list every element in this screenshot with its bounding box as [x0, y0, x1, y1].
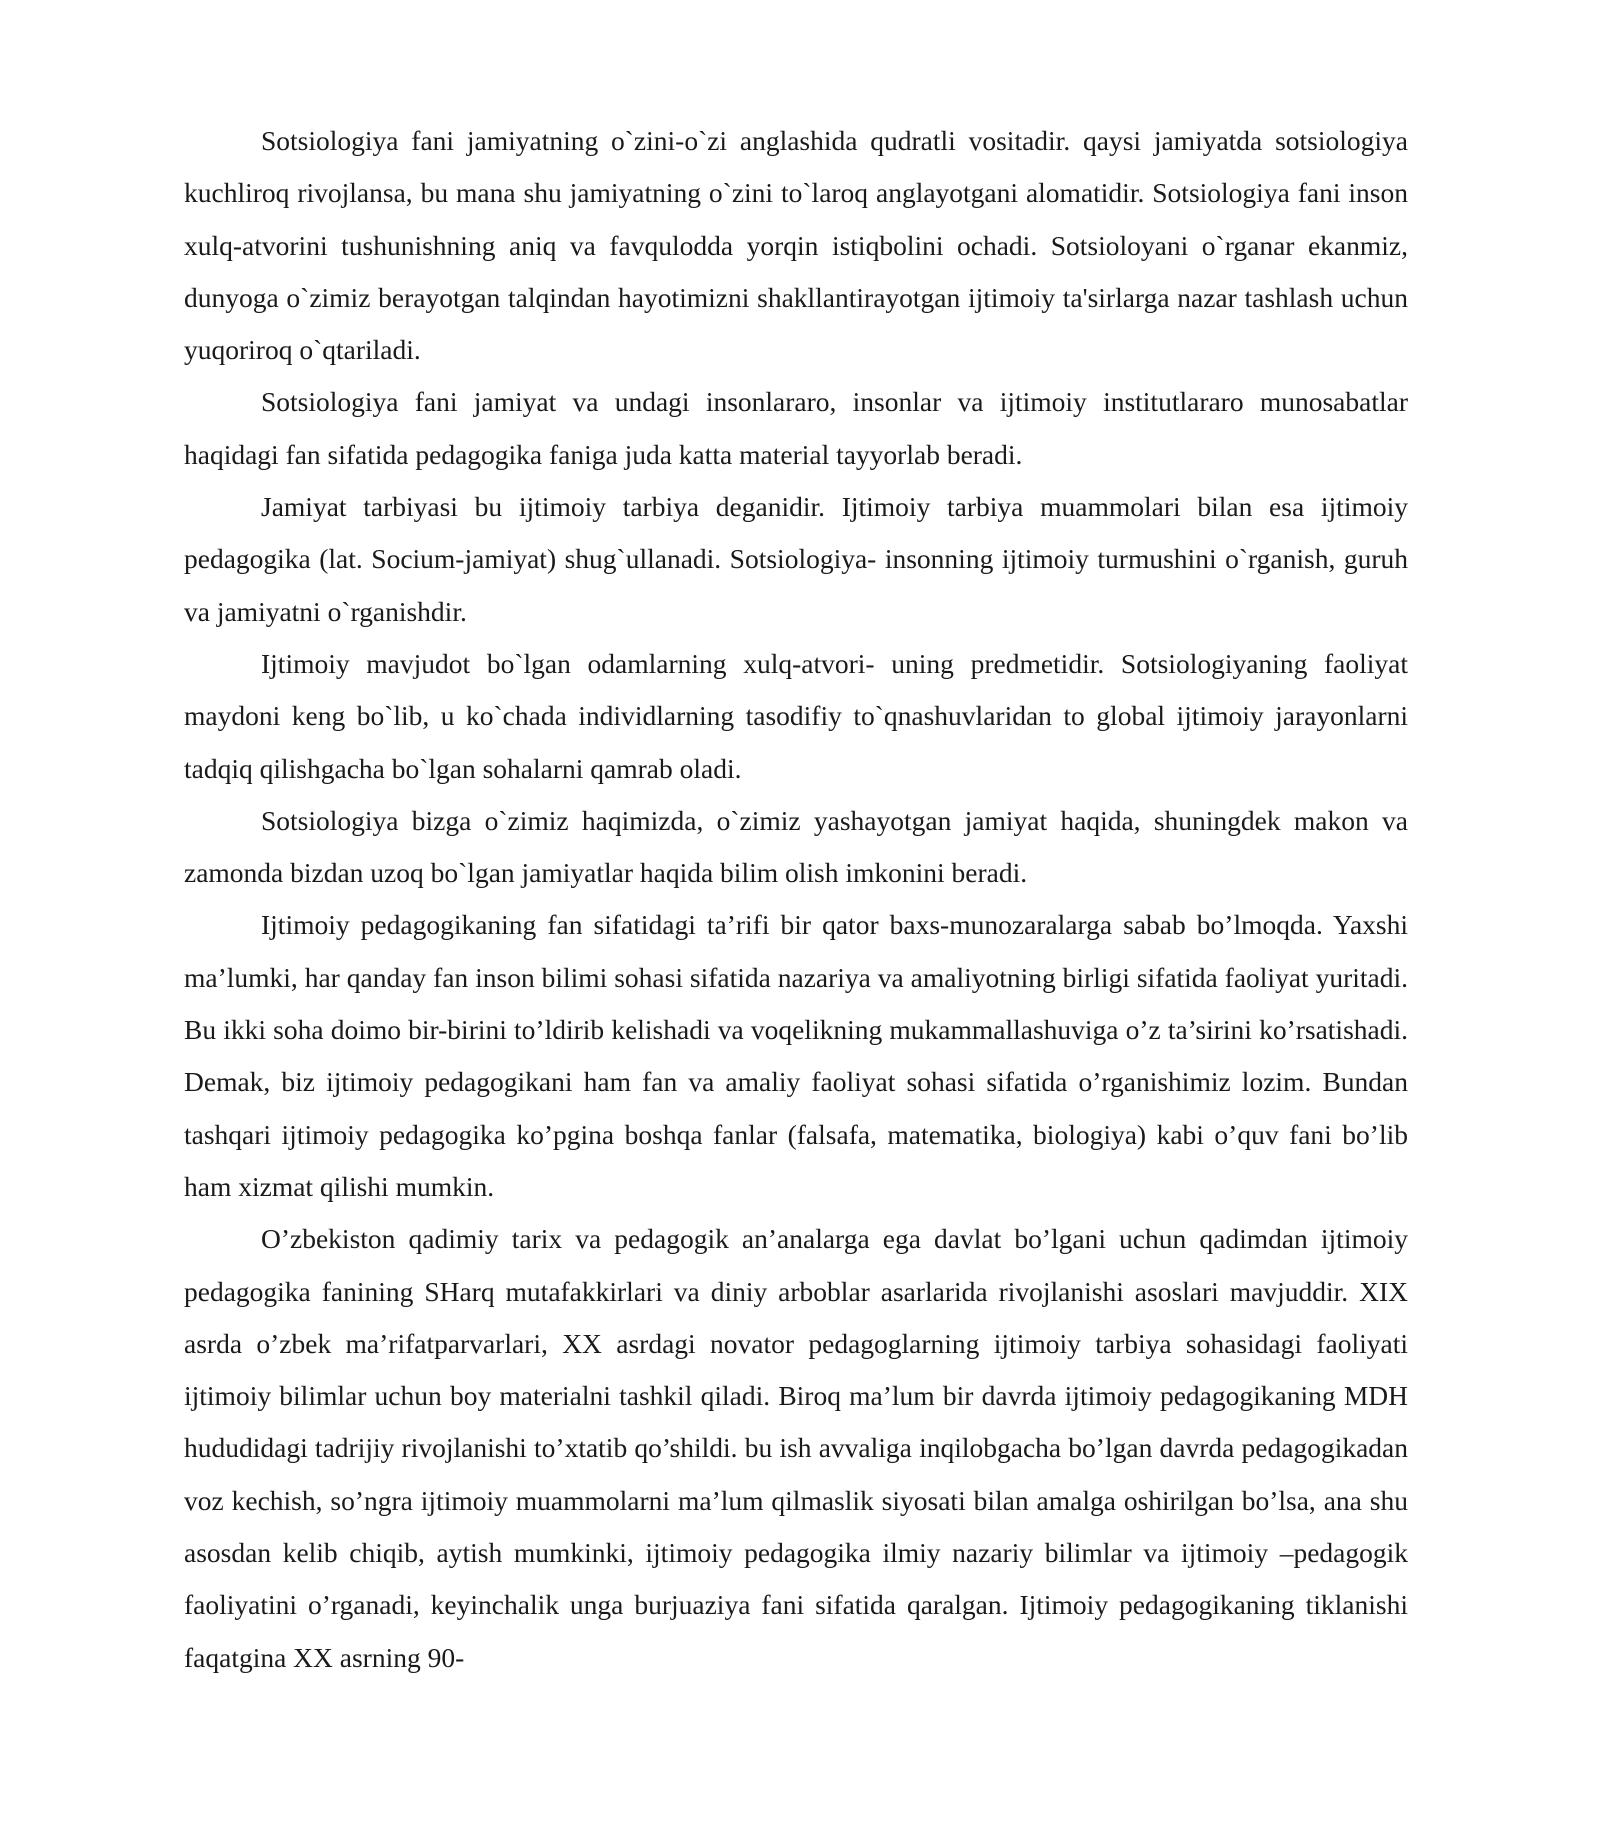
- paragraph-4: Ijtimoiy mavjudot bo`lgan odamlarning xulq-atvori- uning predmetidir. Sotsiologiyaning faoliyat maydoni keng bo`lib, u ko`chada individlarning tasodifiy to`qnashuvlaridan to global ijtimoiy jarayonlarni tadqiq qilishgacha bo`lgan sohalarni qamrab oladi.: [184, 647, 1408, 784]
- document-body: [184, 115, 1408, 1684]
- paragraph-7: O’zbekiston qadimiy tarix va pedagogik an’analarga ega davlat bo’lgani uchun qadimdan ijtimoiy pedagogika fanining SHarq mutafakkirlari va diniy arboblar asarlarida rivojlanishi asoslari mavjuddir. XIX asrda o’zbek ma’rifatparvarlari, XX asrdagi novator pedagoglarning ijtimoiy tarbiya sohasidagi faoliyati ijtimoiy bilimlar uchun boy materialni tashkil qiladi. Biroq ma’lum bir davrda ijtimoiy pedagogikaning MDH hududidagi tadrijiy rivojlanishi to’xtatib qo’shildi. bu ish avvaliga inqilobgacha bo’lgan davrda pedagogikadan voz kechish, so’ngra ijtimoiy muammolarni ma’lum qilmaslik siyosati bilan amalga oshirilgan bo’lsa, ana shu asosdan kelib chiqib, aytish mumkinki, ijtimoiy pedagogika ilmiy nazariy bilimlar va ijtimoiy –pedagogik faoliyatini o’rganadi, keyinchalik unga burjuaziya fani sifatida qaralgan. Ijtimoiy pedagogikaning tiklanishi faqatgina XX asrning 90-: [184, 1223, 1408, 1673]
- paragraph-5: Sotsiologiya bizga o`zimiz haqimizda, o`zimiz yashayotgan jamiyat haqida, shuningdek makon va zamonda bizdan uzoq bo`lgan jamiyatlar haqida bilim olish imkonini beradi.: [184, 804, 1408, 889]
- paragraph-3: Jamiyat tarbiyasi bu ijtimoiy tarbiya deganidir. Ijtimoiy tarbiya muammolari bilan esa ijtimoiy pedagogika (lat. Socium-jamiyat) shug`ullanadi. Sotsiologiya- insonning ijtimoiy turmushini o`rganish, guruh va jamiyatni o`rganishdir.: [184, 491, 1408, 627]
- paragraph-2: Sotsiologiya fani jamiyat va undagi insonlararo, insonlar va ijtimoiy institutlararo munosabatlar haqidagi fan sifatida pedagogika faniga juda katta material tayyorlab beradi.: [184, 386, 1408, 470]
- paragraph-1: Sotsiologiya fani jamiyatning o`zini-o`zi anglashida qudratli vositadir. qaysi jamiyatda sotsiologiya kuchliroq rivojlansa, bu mana shu jamiyatning o`zini to`laroq anglayotgani alomatidir. Sotsiologiya fani inson xulq-atvorini tushunishning aniq va favqulodda yorqin istiqbolini ochadi. Sotsioloyani o`rganar ekanmiz, dunyoga o`zimiz berayotgan talqindan hayotimizni shakllantirayotgan ijtimoiy ta'sirlarga nazar tashlash uchun yuqoriroq o`qtariladi.: [184, 125, 1408, 366]
- paragraph-6: Ijtimoiy pedagogikaning fan sifatidagi ta’rifi bir qator baxs-munozaralarga sabab bo’lmoqda. Yaxshi ma’lumki, har qanday fan inson bilimi sohasi sifatida nazariya va amaliyotning birligi sifatida faoliyat yuritadi. Bu ikki soha doimo bir-birini to’ldirib kelishadi va voqelikning mukammallashuviga o’z ta’sirini ko’rsatishadi. Demak, biz ijtimoiy pedagogikani ham fan va amaliy faoliyat sohasi sifatida o’rganishimiz lozim. Bundan tashqari ijtimoiy pedagogika ko’pgina boshqa fanlar (falsafa, matematika, biologiya) kabi o’quv fani bo’lib ham xizmat qilishi mumkin.: [184, 909, 1408, 1202]
